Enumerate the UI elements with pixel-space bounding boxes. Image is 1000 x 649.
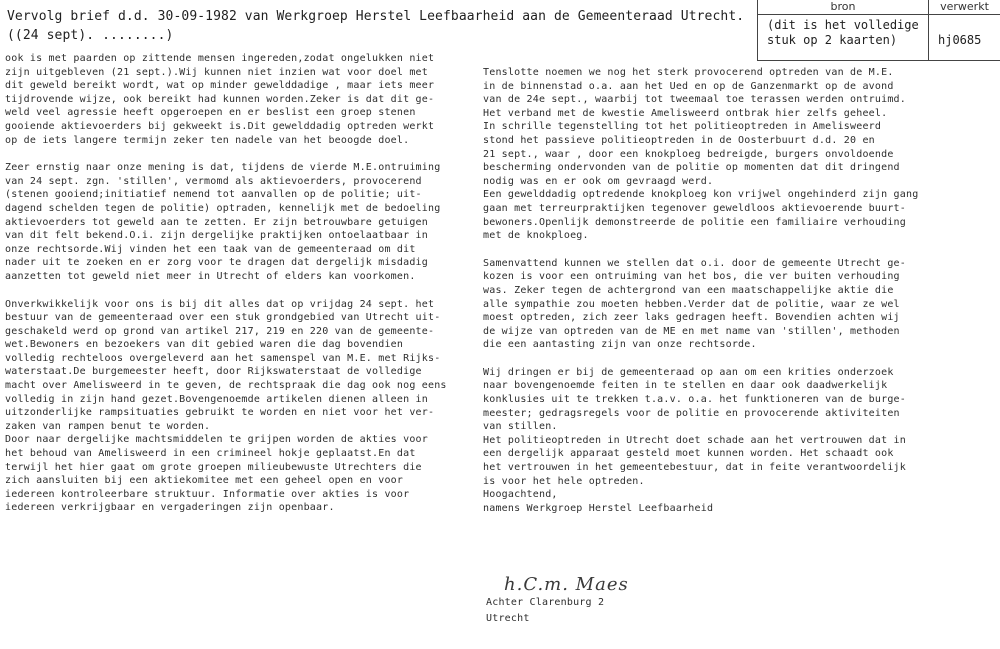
text-line: is voor het hele optreden. [483, 475, 645, 487]
text-line: naar bovengenoemde feiten in te stellen en daar ook daadwerkelijk [483, 380, 888, 392]
text-line: van dit felt bekend.O.i. zijn dergelijke praktijken ontoelaatbaar in [5, 230, 428, 242]
paragraph [5, 52, 480, 147]
text-line: het behoud van Amelisweerd in een crimineel hokje geplaatst.En dat [5, 448, 416, 460]
text-line: bewoners.Openlijk demonstreerde de politie een familiaire verhouding [483, 216, 906, 228]
source-note [767, 18, 927, 48]
letter-header [7, 7, 757, 45]
text-line: Samenvattend kunnen we stellen dat o.i. door de gemeente Utrecht ge- [483, 257, 906, 269]
text-line: Door naar dergelijke machtsmiddelen te grijpen worden de akties voor [5, 434, 428, 446]
text-line: gaan met terreurpraktijken tegenover geweldloos aktievoerende buurt- [483, 202, 906, 214]
text-line: Een gewelddadig optredende knokploeg kon vrijwel ongehinderd zijn gang [483, 189, 919, 201]
text-line: van de 24e sept., waarbij tot tweemaal toe terassen werden ontruimd. [483, 94, 906, 106]
text-line: 21 sept., waar , door een knokploeg bedreigde, burgers onvoldoende [483, 148, 894, 160]
text-line: volledig rechteloos overgeleverd aan het samenspel van M.E. met Rijks- [5, 352, 441, 364]
text-line: Onverkwikkelijk voor ons is bij dit alles dat op vrijdag 24 sept. het [5, 298, 435, 310]
text-line: was. Zeker tegen de achtergrond van een maatschappelijke aktie die [483, 284, 894, 296]
text-line: stond het passieve politieoptreden in de Oosterbuurt d.d. 20 en [483, 134, 875, 146]
text-line: van 24 sept. zgn. 'stillen', vermomd als aktievoerders, provocerend [5, 175, 422, 187]
source-note-line: stuk op 2 kaarten) [767, 33, 898, 47]
text-line: Het verband met de kwestie Amelisweerd ontbrak hier zelfs geheel. [483, 107, 888, 119]
paragraph [483, 257, 995, 352]
text-line: het vertrouwen in het gemeentebestuur, dat in feite verantwoordelijk [483, 462, 906, 474]
text-line: waterstaat.De burgemeester heeft, door Rijkswaterstaat de volledige [5, 366, 422, 378]
text-line: dit geweld bereikt wordt, wat op minder gewelddadige , maar iets meer [5, 80, 435, 92]
reference-box [757, 0, 1000, 61]
sender-address: Achter Clarenburg 2 [486, 597, 605, 608]
text-line: uitzonderlijke rampsituaties gebruikt te worden en niet voor het ver- [5, 407, 435, 419]
text-line: bestuur van de gemeenteraad over een stuk grondgebied van Utrecht uit- [5, 312, 441, 324]
text-line: die een aantasting zijn van onze rechtsorde. [483, 339, 757, 351]
text-line: moest optreden, zich zeer laks gedragen heeft. Bovendien achten wij [483, 312, 900, 324]
text-line: aktievoerders tot geweld aan te zetten. Er zijn betrouwbare getuigen [5, 216, 428, 228]
text-line: Wij dringen er bij de gemeenteraad op aan om een krities onderzoek [483, 366, 894, 378]
text-line: Hoogachtend, [483, 489, 558, 501]
text-line: een dergelijk apparaat gesteld moet kunnen worden. Het schaadt ook [483, 448, 894, 460]
text-line: gooiende aktievoerders bij gekweekt is.Dit gewelddadig optreden werkt [5, 120, 435, 132]
text-line: van stillen. [483, 421, 558, 433]
header-title-line: Vervolg brief d.d. 30-09-1982 van Werkgroep Herstel Leefbaarheid aan de Gemeenteraad Utrecht. [7, 9, 745, 24]
text-line: terwijl het hier gaat om grote groepen milieubewuste Utrechters die [5, 461, 422, 473]
source-note-line: (dit is het volledige [767, 18, 919, 32]
text-line: onze rechtsorde.Wij vinden het een taak van de gemeenteraad om dit [5, 243, 416, 255]
text-line: zich aansluiten bij een aktiekomitee met een geheel open en voor [5, 475, 404, 487]
text-line: iedereen kontroleerbare struktuur. Informatie over akties is voor [5, 488, 410, 500]
right-column [483, 66, 995, 529]
text-line: In schrille tegenstelling tot het politieoptreden in Amelisweerd [483, 121, 882, 133]
left-column [5, 52, 480, 529]
text-line: nader uit te zoeken en er zorg voor te dragen dat dergelijk misdadig [5, 257, 428, 269]
text-line: zaken van rampen benut te worden. [5, 420, 211, 432]
text-line: bescherming ondervonden van de politie op momenten dat dit dringend [483, 162, 900, 174]
text-line: Tenslotte noemen we nog het sterk provocerend optreden van de M.E. [483, 67, 894, 78]
text-line: met de knokploeg. [483, 230, 589, 242]
text-line: kozen is voor een ontruiming van het bos, die ver buiten verhouding [483, 271, 900, 283]
text-line: alle sympathie zou moeten hebben.Verder dat de politie, waar ze wel [483, 298, 900, 310]
paragraph [483, 66, 995, 243]
archive-code: hj0685 [938, 33, 982, 47]
paragraph [5, 298, 480, 516]
text-line: ook is met paarden op zittende mensen ingereden,zodat ongelukken niet [5, 53, 435, 64]
text-line: zijn uitgebleven (21 sept.).Wij kunnen niet inzien wat voor doel met [5, 66, 428, 78]
text-line: nodig was en er ook om gevraagd werd. [483, 175, 714, 187]
text-line: meester; gedragsregels voor de politie en provocerende aktiviteiten [483, 407, 900, 419]
text-line: Het politieoptreden in Utrecht doet schade aan het vertrouwen dat in [483, 434, 906, 446]
paragraph [483, 366, 995, 516]
text-line: dagend schelden tegen de politie) optraden, kennelijk met de bedoeling [5, 202, 441, 214]
ref-box-divider [758, 14, 1000, 15]
handwritten-signature: h.C.m. Maes [504, 574, 629, 595]
paragraph [5, 161, 480, 283]
text-line: iedereen verkrijgbaar en vergaderingen zijn openbaar. [5, 502, 335, 514]
text-line: aanzetten tot geweld niet meer in Utrecht of elders kan voorkomen. [5, 270, 416, 282]
text-line: macht over Amelisweerd in te geven, de rechtspraak die dag ook nog eens [5, 380, 447, 392]
text-line: op de iets langere termijn zeker ten nadele van het beoogde doel. [5, 134, 410, 146]
text-line: konklusies uit te trekken t.a.v. o.a. het funktioneren van de burge- [483, 394, 906, 406]
text-line: in de binnenstad o.a. aan het Ued en op de Ganzenmarkt op de avond [483, 80, 894, 92]
text-line: (stenen gooiend;initiatief nemend tot aanvallen op de politie; uit- [5, 189, 422, 201]
text-line: geschakeld werd op grond van artikel 217, 219 en 220 van de gemeente- [5, 325, 435, 337]
bron-label: bron [830, 0, 856, 13]
verwerkt-label: verwerkt [940, 0, 989, 13]
sender-city: Utrecht [486, 613, 530, 624]
text-line: volledig in zijn hand gezet.Bovengenoemde artikelen dienen alleen in [5, 393, 428, 405]
text-line: namens Werkgroep Herstel Leefbaarheid [483, 502, 714, 514]
text-line: tijdrovende wijze, ook bereikt had kunnen worden.Zeker is dat dit ge- [5, 93, 435, 105]
header-date-line: ((24 sept). ........) [7, 28, 174, 43]
text-line: Zeer ernstig naar onze mening is dat, tijdens de vierde M.E.ontruiming [5, 162, 441, 174]
text-line: weld veel agressie heeft opgeroepen en er beslist een groep stenen [5, 107, 416, 119]
text-line: wet.Bewoners en bezoekers van dit gebied waren die dag bovendien [5, 339, 404, 351]
text-line: de wijze van optreden van de ME en met name van 'stillen', methoden [483, 325, 900, 337]
